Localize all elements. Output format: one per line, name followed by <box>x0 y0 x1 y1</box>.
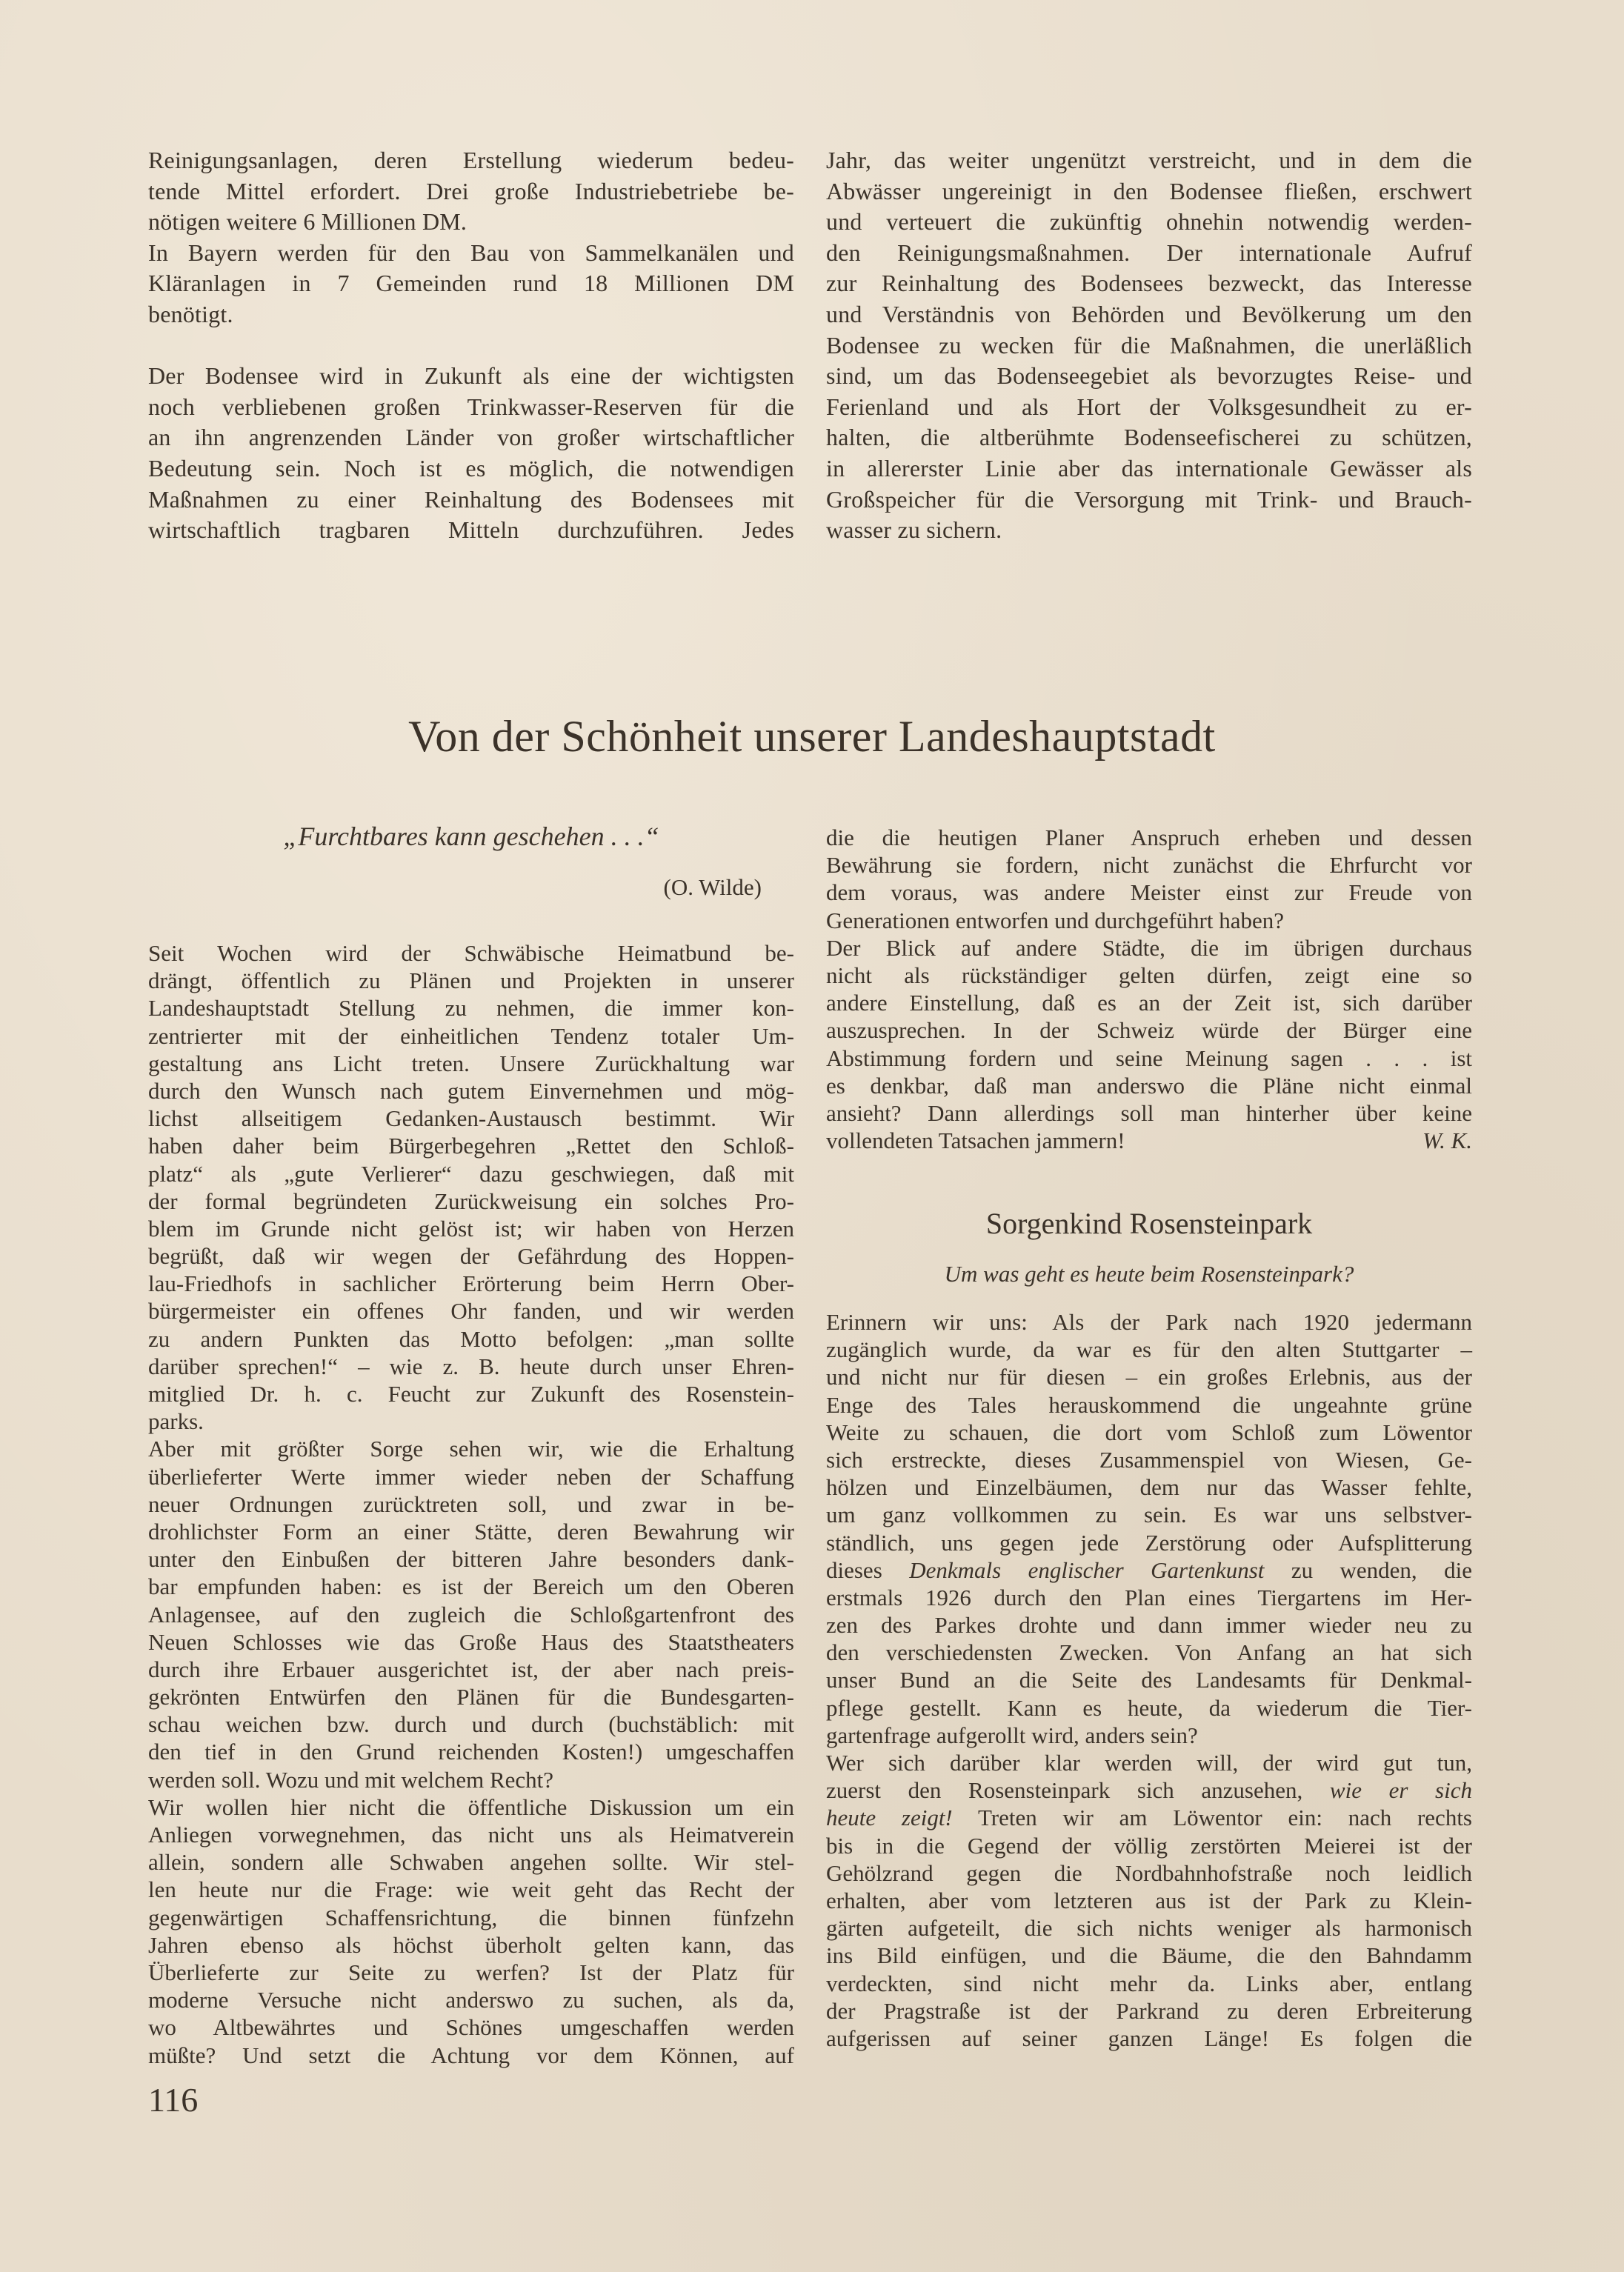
text-line: gärten aufgeteilt, die sich nichts weniger als harmonisch <box>826 1915 1472 1942</box>
main-right-column <box>826 824 1472 1154</box>
text-line: lichst allseitigem Gedanken-Austausch bestimmt. Wir <box>148 1105 794 1132</box>
text-line: gekrönten Entwürfen den Plänen für die Bundesgarten- <box>148 1684 794 1710</box>
text-line: Jahr, das weiter ungenützt verstreicht, und in dem die <box>826 147 1472 173</box>
text-line: Anlagensee, auf den zugleich die Schloßgartenfront des <box>148 1601 794 1628</box>
text-line: um ganz vollkommen zu sein. Es war uns selbstver- <box>826 1502 1472 1528</box>
text-line: zu andern Punkten das Motto befolgen: „man sollte <box>148 1325 794 1352</box>
text-line: blem im Grunde nicht gelöst ist; wir haben von Herzen <box>148 1215 794 1242</box>
paragraph <box>826 1584 1472 1749</box>
text-line: werden soll. Wozu und mit welchem Recht? <box>148 1766 554 1793</box>
text-line: ins Bild einfügen, und die Bäume, die den Bahndamm <box>826 1942 1472 1969</box>
text-line: Landeshauptstadt Stellung zu nehmen, die immer kon- <box>148 995 794 1022</box>
text-line: es denkbar, daß man anderswo die Pläne nicht einmal <box>826 1072 1472 1099</box>
text-line: haben daher beim Bürgerbegehren „Rettet den Schloß- <box>148 1133 794 1159</box>
text-line: der formal begründeten Zurückweisung ein solches Pro- <box>148 1187 794 1214</box>
text-line: nötigen weitere 6 Millionen DM. <box>148 208 467 236</box>
text-line: neuer Ordnungen zurücktreten soll, und zwar in be- <box>148 1490 794 1517</box>
text-line: gestaltung ans Licht treten. Unsere Zurückhaltung war <box>148 1050 794 1076</box>
text-line: Der Bodensee wird in Zukunft als eine der wichtigsten <box>148 362 794 390</box>
text-line: Bedeutung sein. Noch ist es möglich, die notwendigen <box>148 454 794 482</box>
text-line: Weite zu schauen, die dort vom Schloß zum Löwentor <box>826 1419 1472 1445</box>
text-line: gartenfrage aufgerollt wird, anders sein? <box>826 1722 1198 1748</box>
text-line: In Bayern werden für den Bau von Sammelkanälen und <box>148 239 794 266</box>
section-subheading: Um was geht es heute beim Rosensteinpark? <box>944 1261 1354 1287</box>
text-line: lau-Friedhofs in sachlicher Erörterung beim Herrn Ober- <box>148 1270 794 1297</box>
main-left-column <box>148 939 794 2069</box>
text-line: den Reinigungsmaßnahmen. Der internationale Aufruf <box>826 239 1472 266</box>
article-title: Von der Schönheit unserer Landeshauptstadt <box>408 712 1216 761</box>
text-line: zuerst den Rosensteinpark sich anzusehen, wie er sich <box>826 1777 1472 1804</box>
text-line: Jahren ebenso als höchst überholt gelten kann, das <box>148 1931 794 1958</box>
text-line: Ferienland und als Hort der Volksgesundheit zu er- <box>826 393 1472 420</box>
text-line: ansieht? Dann allerdings soll man hinterher über keine <box>826 1099 1472 1126</box>
page-number: 116 <box>148 2081 199 2119</box>
text-line: auszusprechen. In der Schweiz würde der Bürger eine <box>826 1017 1472 1044</box>
upper-left-column <box>148 145 794 546</box>
section-heading: Sorgenkind Rosensteinpark <box>985 1207 1313 1240</box>
text-line: Der Blick auf andere Städte, die im übrigen durchaus <box>826 934 1472 961</box>
text-line: Wer sich darüber klar werden will, der wird gut tun, <box>826 1750 1472 1776</box>
text-line: drängt, öffentlich zu Plänen und Projekten in unserer <box>148 967 794 994</box>
text-line: Kläranlagen in 7 Gemeinden rund 18 Millionen DM <box>148 270 794 297</box>
paragraph <box>148 145 794 238</box>
text-line: durch ihre Erbauer ausgerichtet ist, der aber nach preis- <box>148 1656 794 1682</box>
emphasis-text: heute zeigt! <box>826 1805 953 1831</box>
text-line: Aber mit größter Sorge sehen wir, wie die Erhaltung <box>148 1436 794 1462</box>
closing-text: vollendeten Tatsachen jammern! <box>826 1127 1125 1154</box>
text-line: halten, die altberühmte Bodenseefischerei zu schützen, <box>826 424 1472 451</box>
text-line: dieses Denkmals englischer Gartenkunst zu wenden, die <box>826 1556 1472 1583</box>
upper-right-column <box>826 145 1472 546</box>
emphasis-text: Denkmals englischer Gartenkunst <box>909 1556 1265 1583</box>
text-line: Reinigungsanlagen, deren Erstellung wiederum bedeu- <box>148 147 794 173</box>
text-line: bis in die Gegend der völlig zerstörten Meierei ist der <box>826 1832 1472 1859</box>
author-signature: W. K. <box>1422 1127 1472 1154</box>
text-line: begrüßt, daß wir wegen der Gefährdung des Hoppen- <box>148 1243 794 1270</box>
closing-line <box>826 1127 1472 1154</box>
text-line: hölzen und Einzelbäumen, dem nur das Wasser fehlte, <box>826 1474 1472 1501</box>
text-line: andere Einstellung, daß es an der Zeit ist, sich darüber <box>826 990 1472 1016</box>
text-line: schau weichen bzw. durch und durch (buchstäblich: mit <box>148 1711 794 1738</box>
text-line: zen des Parkes drohte und dann immer wieder neu zu <box>826 1612 1472 1639</box>
paragraph <box>826 1308 1472 1556</box>
text-line: Neuen Schlosses wie das Große Haus des Staatstheaters <box>148 1628 794 1655</box>
text-line: den verschiedensten Zwecken. Von Anfang an hat sich <box>826 1639 1472 1666</box>
text-line: drohlichster Form an einer Stätte, deren Bewahrung wir <box>148 1518 794 1545</box>
text-line: die die heutigen Planer Anspruch erheben und dessen <box>826 824 1472 850</box>
text-line: bar empfunden haben: es ist der Bereich um den Oberen <box>148 1573 794 1600</box>
text-line: unser Bund an die Seite des Landesamts für Denkmal- <box>826 1667 1472 1693</box>
text-line: Wir wollen hier nicht die öffentliche Diskussion um ein <box>148 1793 794 1820</box>
text-line: und nicht nur für diesen – ein großes Erlebnis, aus der <box>826 1364 1472 1390</box>
paragraph <box>148 1793 794 2069</box>
text-line: und verteuert die zukünftig ohnehin notwendig werden- <box>826 208 1472 236</box>
text-line: platz“ als „gute Verlierer“ dazu geschwiegen, daß mit <box>148 1160 794 1187</box>
text-line: pflege gestellt. Kann es heute, da wiederum die Tier- <box>826 1694 1472 1721</box>
text-line: noch verbliebenen großen Trinkwasser-Reserven für die <box>148 393 794 420</box>
paragraph <box>826 145 1472 546</box>
motto-author: (O. Wilde) <box>663 874 762 900</box>
text-line: zentrierter mit der einheitlichen Tendenz totaler Um- <box>148 1022 794 1049</box>
text-line: Bewährung sie fordern, nicht zunächst die Ehrfurcht vor <box>826 852 1472 879</box>
text-line: sind, um das Bodenseegebiet als bevorzugtes Reise- und <box>826 362 1472 390</box>
text-line: Generationen entworfen und durchgeführt haben? <box>826 907 1285 933</box>
sub-article-column <box>826 1308 1472 2052</box>
paragraph <box>148 361 794 546</box>
text-line: Bodensee zu wecken für die Maßnahmen, die unerläßlich <box>826 331 1472 359</box>
text-line: gegenwärtigen Schaffensrichtung, die binnen fünfzehn <box>148 1904 794 1930</box>
text-line: Abwässer ungereinigt in den Bodensee fließen, erschwert <box>826 177 1472 204</box>
text-line: zugänglich wurde, da war es für den alten Stuttgarter – <box>826 1336 1472 1363</box>
text-line: verdeckten, sind nicht mehr da. Links aber, entlang <box>826 1970 1472 1996</box>
text-line: heute zeigt! Treten wir am Löwentor ein: nach rechts <box>826 1805 1472 1831</box>
text-line: Abstimmung fordern und seine Meinung sagen . . . ist <box>826 1045 1472 1071</box>
text-line: mitglied Dr. h. c. Feucht zur Zukunft des Rosenstein- <box>148 1381 794 1407</box>
text-line: der Pragstraße ist der Parkrand zu deren Erbreiterung <box>826 1997 1472 2024</box>
text-line: an ihn angrenzenden Länder von großer wirtschaftlicher <box>148 424 794 451</box>
text-line: überlieferter Werte immer wieder neben der Schaffung <box>148 1463 794 1490</box>
paragraph <box>826 1832 1472 2053</box>
text-line: zur Reinhaltung des Bodensees bezweckt, das Interesse <box>826 270 1472 297</box>
paragraph <box>826 824 1472 934</box>
text-line: Maßnahmen zu einer Reinhaltung des Bodensees mit <box>148 485 794 513</box>
text-line: darüber sprechen!“ – wie z. B. heute durch unser Ehren- <box>148 1353 794 1379</box>
text-line: moderne Versuche nicht anderswo zu suchen, als da, <box>148 1987 794 2013</box>
text-line: erhalten, aber vom letzteren aus ist der Park zu Klein- <box>826 1887 1472 1913</box>
text-line: bürgermeister ein offenes Ohr fanden, und wir werden <box>148 1298 794 1325</box>
emphasis-text: wie er sich <box>1329 1777 1472 1804</box>
text-line: wo Altbewährtes und Schönes umgeschaffen werden <box>148 2014 794 2041</box>
text-line: den tief in den Grund reichenden Kosten!) umgeschaffen <box>148 1739 794 1765</box>
paragraph <box>148 939 794 1435</box>
text-line: ständlich, uns gegen jede Zerstörung oder Aufsplitterung <box>826 1529 1472 1556</box>
text-line: tende Mittel erfordert. Drei große Industriebetriebe be- <box>148 177 794 204</box>
paragraph <box>148 1435 794 1793</box>
text-line: wirtschaftlich tragbaren Mitteln durchzuführen. Jedes <box>148 516 794 544</box>
text-line: müßte? Und setzt die Achtung vor dem Können, auf <box>148 2042 794 2068</box>
text-line: Gehölzrand gegen die Nordbahnhofstraße noch leidlich <box>826 1859 1472 1886</box>
text-line: aufgerissen auf seiner ganzen Länge! Es folgen die <box>826 2025 1472 2051</box>
paragraph <box>148 238 794 330</box>
paragraph <box>826 934 1472 1127</box>
text-line: wasser zu sichern. <box>826 516 1002 544</box>
text-line: Enge des Tales herauskommend die ungeahnte grüne <box>826 1391 1472 1418</box>
text-line: benötigt. <box>148 300 233 327</box>
text-line: Überlieferte zur Seite zu werfen? Ist der Platz für <box>148 1959 794 1985</box>
text-line: und Verständnis von Behörden und Bevölkerung um den <box>826 300 1472 327</box>
text-line: Erinnern wir uns: Als der Park nach 1920 jedermann <box>826 1309 1472 1335</box>
text-line: len heute nur die Frage: wie weit geht das Recht der <box>148 1876 794 1903</box>
text-line: in allererster Linie aber das internationale Gewässer als <box>826 454 1472 482</box>
motto-quote: „Furchtbares kann geschehen . . .“ <box>283 822 659 851</box>
text-line: erstmals 1926 durch den Plan eines Tiergartens im Her- <box>826 1584 1472 1610</box>
text-line: Anliegen vorwegnehmen, das nicht uns als Heimatverein <box>148 1822 794 1848</box>
text-line: parks. <box>148 1408 204 1435</box>
text-line: dem voraus, was andere Meister einst zur Freude von <box>826 879 1472 906</box>
text-line: sich erstreckte, dieses Zusammenspiel von Wiesen, Ge- <box>826 1446 1472 1473</box>
text-line: durch den Wunsch nach gutem Einvernehmen und mög- <box>148 1077 794 1104</box>
text-line: unter den Einbußen der bitteren Jahre besonders dank- <box>148 1546 794 1573</box>
text-line: Großspeicher für die Versorgung mit Trink- und Brauch- <box>826 485 1472 513</box>
text-line: allein, sondern alle Schwaben angehen sollte. Wir stel- <box>148 1849 794 1876</box>
text-line: nicht als rückständiger gelten dürfen, zeigt eine so <box>826 962 1472 988</box>
text-line: Seit Wochen wird der Schwäbische Heimatbund be- <box>148 940 794 966</box>
